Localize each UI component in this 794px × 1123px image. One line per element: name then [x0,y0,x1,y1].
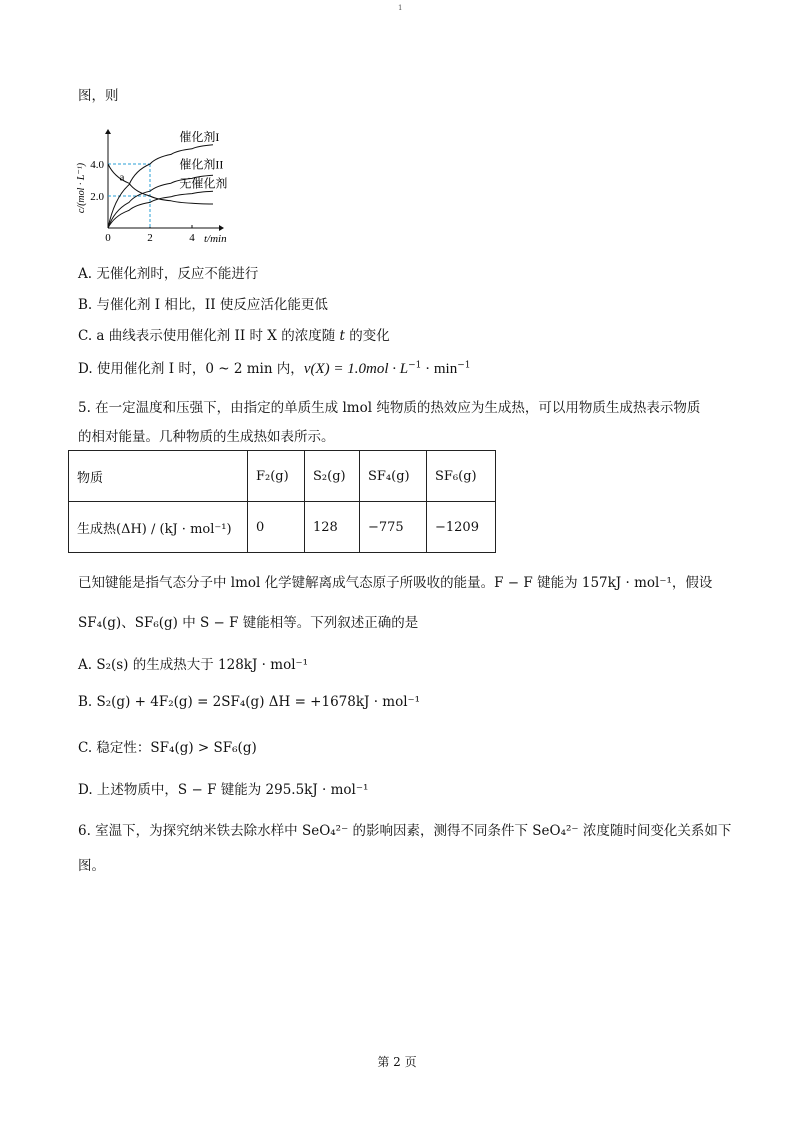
q5-after-line2: SF₄(g)、SF₆(g) 中 S − F 键能相等。下列叙述正确的是 [78,615,419,631]
concentration-time-chart [70,108,270,252]
series-label: 催化剂I [179,129,220,144]
q4-c-post: 的变化 [344,328,390,344]
y-axis-arrow [105,129,111,134]
page-footer: 第 2 页 [377,1055,417,1069]
table-cell: −775 [360,502,427,553]
q6-stem-line1: 6. 室温下，为探究纳米铁去除水样中 SeO₄²⁻ 的影响因素，测得不同条件下 SeO₄²⁻ 浓度随时间变化关系如下 [78,823,732,839]
x-axis-arrow [219,225,224,231]
y-tick-label: 2.0 [90,191,104,203]
q5-option-d[interactable]: D. 上述物质中，S − F 键能为 295.5kJ · mol⁻¹ [78,782,369,798]
intro-fragment: 图，则 [78,88,119,104]
q4-d-sup2: −1 [457,360,471,371]
series-label: a [119,171,125,184]
q5-after-line1: 已知键能是指气态分子中 lmol 化学键解离成气态原子所吸收的能量。F − F 键能为 157kJ · mol⁻¹，假设 [78,575,713,591]
q6-stem-line2: 图。 [78,858,105,874]
q4-option-a[interactable]: A. 无催化剂时，反应不能进行 [78,266,259,282]
series-label: 无催化剂 [179,176,228,191]
series-line-无催化剂 [108,191,213,228]
table-row [69,502,496,553]
x-axis-label: t/min [204,233,227,245]
x-tick-label: 4 [189,232,195,244]
table-cell: 物质 [69,451,248,502]
table-header-row [69,451,496,502]
table-cell: S₂(g) [305,451,360,502]
q5-option-b[interactable]: B. S₂(g) + 4F₂(g) = 2SF₄(g) ΔH = +1678kJ · mol⁻¹ [78,694,421,710]
table-cell: 0 [248,502,305,553]
q5-stem-line2: 的相对能量。几种物质的生成热如表所示。 [78,429,335,445]
q4-d-pre: D. 使用催化剂 I 时，0 ~ 2 min 内， [78,361,304,377]
y-tick-label: 4.0 [90,159,104,171]
q5-option-c[interactable]: C. 稳定性：SF₄(g) > SF₆(g) [78,740,257,756]
q5-stem-line1: 5. 在一定温度和压强下，由指定的单质生成 lmol 纯物质的热效应为生成热，可以用物质生成热表示物质 [78,400,701,416]
q4-option-d[interactable] [78,357,471,378]
q5-option-a[interactable]: A. S₂(s) 的生成热大于 128kJ · mol⁻¹ [78,657,309,673]
x-tick-label: 2 [147,232,153,244]
q4-d-math: v(X) = 1.0mol · L [303,361,409,377]
q4-option-b[interactable]: B. 与催化剂 I 相比，II 使反应活化能更低 [78,297,328,313]
table-cell: 生成热(ΔH) / (kJ · mol⁻¹) [69,502,248,553]
table-cell: SF₆(g) [427,451,496,502]
table-cell: F₂(g) [248,451,305,502]
heat-of-formation-table [68,450,496,553]
x-tick-label: 0 [105,232,111,244]
q4-c-pre: C. a 曲线表示使用催化剂 II 时 X 的浓度随 [78,328,340,344]
table-cell: SF₄(g) [360,451,427,502]
series-label: 催化剂II [179,157,224,172]
page-top-mark: 1 [398,4,403,12]
table-cell: −1209 [427,502,496,553]
table-cell: 128 [305,502,360,553]
q4-d-mid: · min [421,361,458,377]
q4-c-var: t [339,328,345,344]
q4-option-c[interactable] [78,324,390,344]
y-axis-label: c/(mol · L⁻¹) [76,162,87,214]
q4-d-sup1: −1 [408,360,422,371]
